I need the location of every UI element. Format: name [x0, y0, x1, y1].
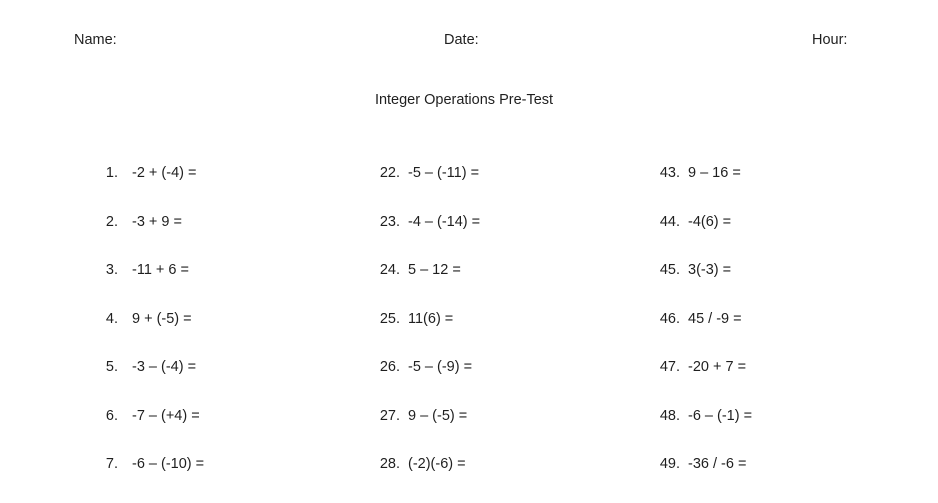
- problem-item: [90, 406, 204, 455]
- problem-column-3: [650, 163, 752, 503]
- problem-expression: (-2)(-6) =: [408, 456, 466, 472]
- problem-item: [90, 163, 204, 212]
- problem-number: 44.: [659, 213, 680, 230]
- problem-item: [650, 212, 752, 261]
- problem-expression: -6 – (-10) =: [132, 456, 205, 472]
- problem-expression: 9 – 16 =: [688, 165, 741, 181]
- problem-number: 47.: [659, 359, 680, 375]
- problem-number: 48.: [659, 407, 680, 424]
- problem-expression: -6 – (-1) =: [688, 407, 753, 424]
- problem-expression: 5 – 12 =: [408, 262, 461, 278]
- problem-number: 24.: [379, 262, 400, 278]
- problem-expression: -3 + 9 =: [132, 213, 182, 230]
- problem-column-1: [90, 163, 204, 503]
- problem-number: 23.: [379, 213, 400, 230]
- problem-item: [370, 406, 480, 455]
- problem-expression: 9 + (-5) =: [132, 310, 192, 327]
- problem-expression: -5 – (-9) =: [408, 359, 473, 375]
- page-title: Integer Operations Pre-Test: [374, 92, 554, 108]
- problem-number: 6.: [105, 407, 118, 424]
- problem-expression: -3 – (-4) =: [132, 359, 197, 375]
- problem-item: [370, 454, 480, 503]
- problem-column-2: [370, 163, 480, 503]
- hour-label: Hour:: [812, 32, 848, 48]
- problem-item: [650, 357, 752, 406]
- problem-item: [90, 260, 204, 309]
- problem-item: [90, 357, 204, 406]
- problem-number: 46.: [659, 310, 680, 327]
- problem-item: [90, 454, 204, 503]
- problem-item: [650, 260, 752, 309]
- problem-number: 3.: [105, 262, 118, 278]
- problem-item: [370, 309, 480, 358]
- problem-expression: -20 + 7 =: [688, 359, 747, 375]
- problem-item: [370, 357, 480, 406]
- problem-number: 27.: [379, 407, 400, 424]
- problem-expression: -5 – (-11) =: [408, 165, 480, 181]
- problem-item: [90, 309, 204, 358]
- problem-item: [650, 309, 752, 358]
- problem-number: 22.: [379, 165, 400, 181]
- problem-expression: -2 + (-4) =: [132, 165, 197, 181]
- problem-number: 43.: [659, 165, 680, 181]
- problem-number: 7.: [105, 456, 118, 472]
- problem-expression: 3(-3) =: [688, 262, 732, 278]
- problem-item: [370, 260, 480, 309]
- problem-expression: 45 / -9 =: [688, 310, 742, 327]
- problem-expression: 11(6) =: [408, 310, 454, 327]
- problem-expression: 9 – (-5) =: [408, 407, 468, 424]
- problem-number: 45.: [659, 262, 680, 278]
- problem-number: 4.: [105, 310, 118, 327]
- problem-expression: -36 / -6 =: [688, 456, 747, 472]
- date-label: Date:: [444, 32, 479, 48]
- problem-item: [650, 163, 752, 212]
- problem-number: 26.: [379, 359, 400, 375]
- problem-number: 1.: [105, 165, 118, 181]
- problem-expression: -11 + 6 =: [132, 262, 189, 278]
- problem-item: [650, 406, 752, 455]
- problem-item: [370, 212, 480, 261]
- problem-expression: -7 – (+4) =: [132, 407, 200, 424]
- problem-number: 2.: [105, 213, 118, 230]
- name-label: Name:: [74, 32, 117, 48]
- problem-number: 25.: [379, 310, 400, 327]
- problem-item: [370, 163, 480, 212]
- problem-item: [650, 454, 752, 503]
- problem-expression: -4 – (-14) =: [408, 213, 481, 230]
- problem-number: 49.: [659, 456, 680, 472]
- problem-number: 5.: [105, 359, 118, 375]
- problem-number: 28.: [379, 456, 400, 472]
- problem-item: [90, 212, 204, 261]
- problem-expression: -4(6) =: [688, 213, 732, 230]
